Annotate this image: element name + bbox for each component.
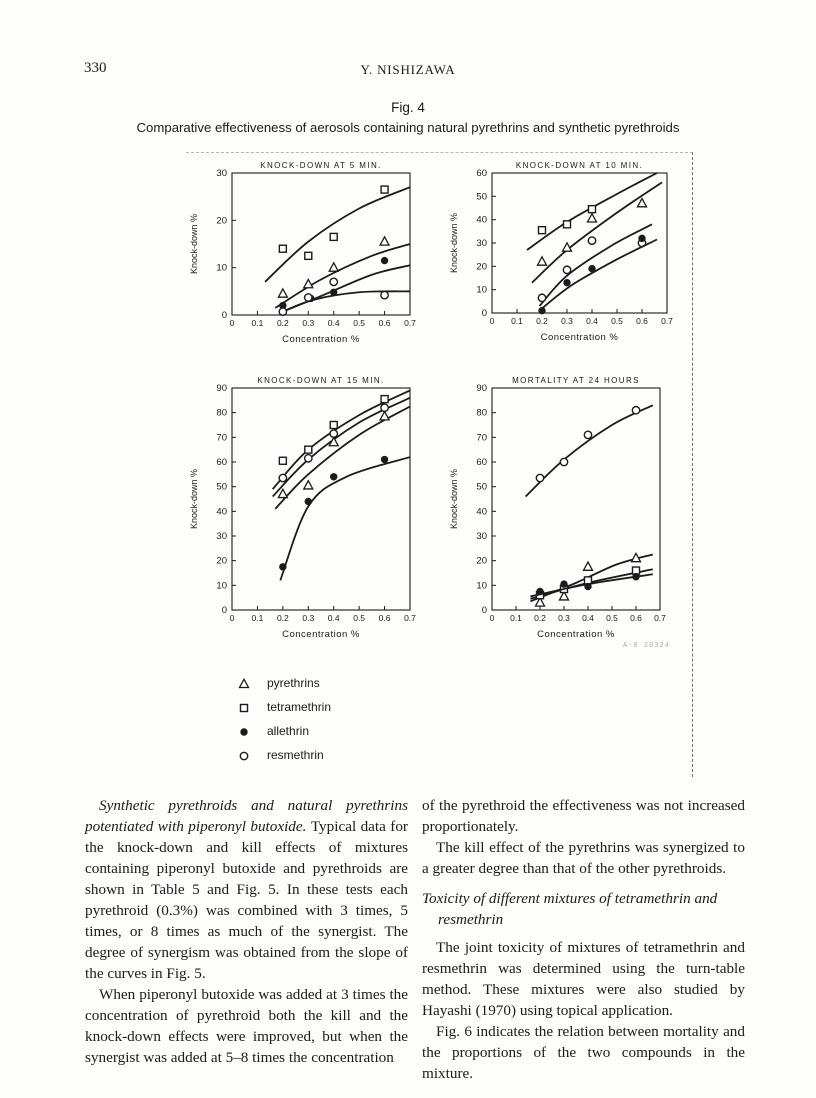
svg-text:0.6: 0.6: [378, 318, 391, 328]
section-heading: Toxicity of different mixtures of tetramethrin and resmethrin: [422, 890, 718, 928]
svg-text:20: 20: [216, 555, 227, 567]
square-open-icon: [236, 699, 252, 715]
svg-text:10: 10: [216, 262, 227, 274]
y-axis: [189, 168, 236, 321]
figure-4: [186, 152, 693, 777]
svg-text:0.3: 0.3: [302, 613, 315, 623]
x-axis: [230, 606, 417, 640]
svg-text:0.6: 0.6: [630, 613, 642, 623]
chart-knock-down-10-min: [446, 159, 692, 360]
svg-text:0: 0: [221, 310, 227, 321]
y-axis-label: Knock-down %: [189, 213, 199, 275]
x-axis-label: Concentration %: [540, 332, 619, 343]
svg-text:0.5: 0.5: [353, 613, 366, 623]
y-axis-label: Knock-down %: [449, 468, 459, 530]
svg-text:40: 40: [476, 214, 487, 226]
svg-text:0.2: 0.2: [534, 613, 546, 623]
svg-text:60: 60: [476, 457, 487, 468]
svg-text:0.4: 0.4: [327, 613, 340, 623]
chart-svg: [186, 374, 422, 650]
legend-item: [236, 695, 692, 719]
x-axis: [230, 311, 417, 345]
svg-text:70: 70: [476, 432, 487, 444]
page-number: 330: [84, 60, 107, 76]
paragraph: When piperonyl butoxide was added at 3 times the concentration of pyrethroid both the kill and the knock-down effects were improved, but when the synergist was added at 5–8 times the concentration: [85, 986, 408, 1066]
print-watermark: A-0 20324: [623, 642, 670, 650]
x-axis: [490, 606, 667, 640]
series-resmethrin: [279, 278, 410, 315]
svg-text:90: 90: [216, 383, 227, 394]
figure-label: Fig. 4: [391, 100, 425, 115]
svg-text:0: 0: [229, 613, 235, 623]
svg-text:0: 0: [489, 613, 495, 623]
svg-text:0: 0: [481, 308, 487, 319]
x-axis-label: Concentration %: [282, 334, 360, 345]
svg-text:0.7: 0.7: [661, 316, 673, 326]
x-axis-label: Concentration %: [282, 629, 360, 640]
text-column-left: [85, 795, 408, 1084]
svg-text:60: 60: [216, 457, 227, 468]
svg-text:0.7: 0.7: [404, 613, 416, 623]
svg-text:0.5: 0.5: [353, 318, 366, 328]
svg-text:30: 30: [476, 238, 487, 249]
svg-text:80: 80: [216, 407, 227, 419]
legend-item: [236, 671, 692, 695]
y-axis: [449, 383, 496, 616]
paragraph: The kill effect of the pyrethrins was synergized to a greater degree than that of the other pyrethroids.: [422, 839, 745, 877]
svg-text:90: 90: [476, 383, 487, 394]
svg-text:50: 50: [476, 481, 487, 493]
svg-text:0.2: 0.2: [276, 318, 289, 328]
series-allethrin: [279, 456, 410, 581]
circle-filled-icon: [236, 723, 252, 739]
svg-text:0.5: 0.5: [606, 613, 618, 623]
svg-text:0.4: 0.4: [582, 613, 594, 623]
paragraph: Fig. 6 indicates the relation between mortality and the proportions of the two compounds in the mixture.: [422, 1023, 745, 1082]
svg-text:0.2: 0.2: [276, 613, 289, 623]
chart-grid: [186, 159, 692, 655]
chart-knock-down-15-min: [186, 374, 446, 655]
svg-text:20: 20: [476, 555, 487, 567]
legend-label: allethrin: [267, 724, 310, 738]
svg-text:0.3: 0.3: [561, 316, 573, 326]
series-resmethrin: [526, 405, 653, 496]
svg-text:0.6: 0.6: [636, 316, 648, 326]
legend-label: pyrethrins: [267, 676, 320, 690]
paragraph: The joint toxicity of mixtures of tetramethrin and resmethrin was determined using the turn-table method. These mixtures were also studied by Hayashi (1970) using topical application.: [422, 939, 745, 1019]
svg-text:10: 10: [476, 580, 487, 592]
chart-svg: [446, 159, 679, 353]
chart-title: KNOCK-DOWN AT 15 MIN.: [257, 376, 385, 385]
figure-legend: [236, 671, 692, 767]
running-head: Y. NISHIZAWA: [360, 62, 456, 77]
circle-open-icon: [236, 747, 252, 763]
svg-text:0.3: 0.3: [558, 613, 570, 623]
svg-text:0: 0: [489, 316, 495, 326]
series-pyrethrins: [275, 237, 410, 308]
svg-text:0.3: 0.3: [302, 318, 315, 328]
body-text: [85, 795, 745, 1084]
chart-title: MORTALITY AT 24 HOURS: [512, 376, 640, 385]
legend-label: resmethrin: [267, 748, 324, 762]
svg-text:0.2: 0.2: [536, 316, 548, 326]
svg-text:0.4: 0.4: [586, 316, 598, 326]
y-axis: [189, 383, 236, 616]
text-column-right: [422, 795, 745, 1084]
svg-text:20: 20: [476, 261, 487, 273]
legend-item: [236, 719, 692, 743]
svg-text:0.7: 0.7: [404, 318, 416, 328]
legend-item: [236, 743, 692, 767]
x-axis: [490, 309, 674, 343]
svg-text:0.1: 0.1: [251, 318, 264, 328]
svg-text:0: 0: [229, 318, 235, 328]
chart-svg: [186, 159, 422, 355]
chart-svg: [446, 374, 672, 650]
svg-text:0.6: 0.6: [378, 613, 391, 623]
svg-text:0: 0: [481, 605, 487, 616]
series-resmethrin: [538, 224, 652, 306]
svg-text:0.1: 0.1: [251, 613, 264, 623]
svg-text:50: 50: [216, 481, 227, 493]
series-pyrethrins: [275, 407, 410, 509]
svg-text:0: 0: [221, 605, 227, 616]
chart-title: KNOCK-DOWN AT 10 MIN.: [515, 161, 644, 170]
svg-text:0.4: 0.4: [327, 318, 340, 328]
series-tetramethrin: [265, 186, 410, 282]
y-axis: [449, 168, 496, 319]
chart-title: KNOCK-DOWN AT 5 MIN.: [260, 161, 382, 170]
svg-text:30: 30: [216, 168, 227, 179]
svg-text:70: 70: [216, 432, 227, 444]
x-axis-label: Concentration %: [537, 629, 615, 640]
svg-text:10: 10: [216, 580, 227, 592]
svg-text:50: 50: [476, 191, 487, 203]
figure-caption: Comparative effectiveness of aerosols containing natural pyrethrins and synthetic pyrethroids: [136, 120, 680, 135]
svg-text:0.1: 0.1: [511, 316, 523, 326]
svg-text:10: 10: [476, 284, 487, 296]
svg-text:20: 20: [216, 215, 227, 227]
paragraph: Synthetic pyrethroids and natural pyrethrins potentiated with piperonyl butoxide. Typical data for the knock-down and kill effects of mixtures containing piperonyl butoxide and pyrethroids are shown in Table 5 and Fig. 5. In these tests each pyrethroid (0.3%) was combined with 3 times, 5 times, or 8 times as much of the synergist. The degree of synergism was obtained from the slope of the curves in Fig. 5.: [85, 797, 408, 982]
paragraph: of the pyrethroid the effectiveness was not increased proportionately.: [422, 797, 745, 835]
svg-text:0.1: 0.1: [510, 613, 522, 623]
y-axis-label: Knock-down %: [449, 212, 459, 274]
svg-text:40: 40: [216, 506, 227, 518]
triangle-open-icon: [236, 675, 252, 691]
chart-knock-down-5-min: [186, 159, 446, 360]
svg-text:0.7: 0.7: [654, 613, 666, 623]
legend-label: tetramethrin: [267, 700, 332, 714]
svg-text:40: 40: [476, 506, 487, 518]
svg-text:30: 30: [216, 531, 227, 542]
svg-text:0.5: 0.5: [611, 316, 623, 326]
series-allethrin: [538, 235, 657, 315]
svg-text:60: 60: [476, 168, 487, 179]
svg-text:80: 80: [476, 407, 487, 419]
y-axis-label: Knock-down %: [189, 468, 199, 530]
chart-mortality-24-hours: [446, 374, 692, 655]
svg-text:30: 30: [476, 531, 487, 542]
